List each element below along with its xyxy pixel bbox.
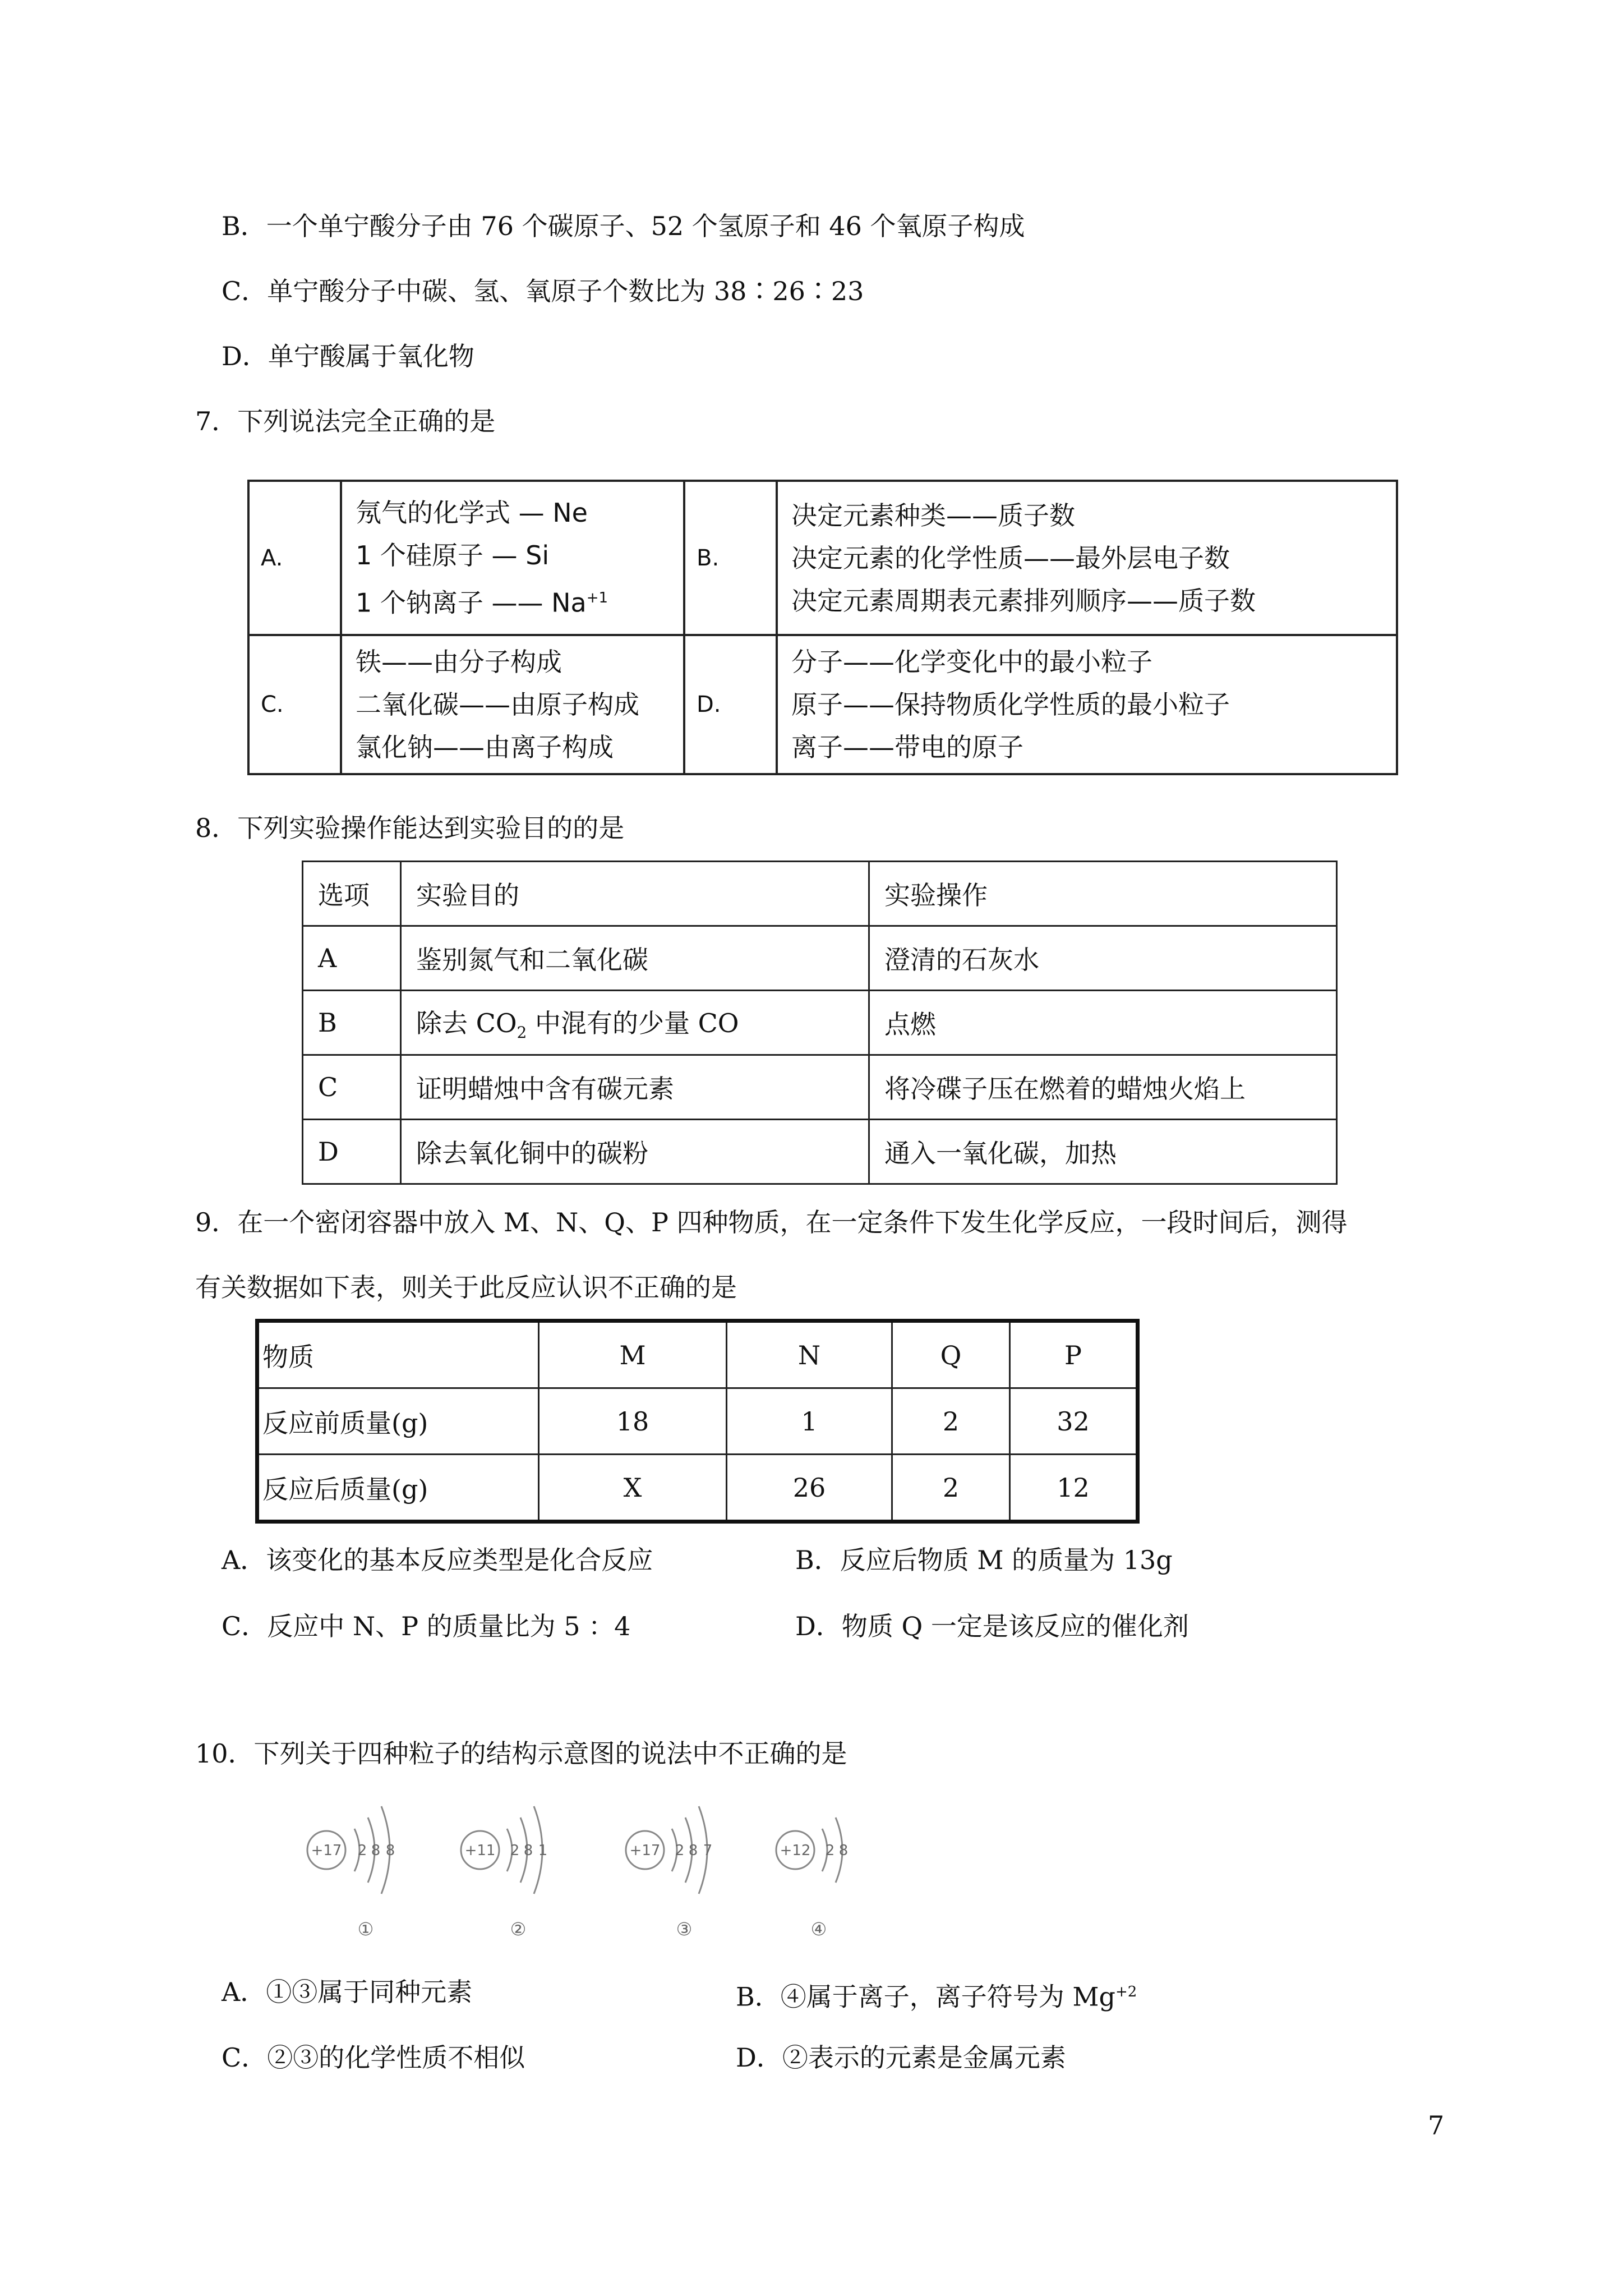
particle-3-label: ③ bbox=[676, 1918, 693, 1940]
particle-3-shell-1: 2 bbox=[675, 1842, 685, 1859]
q8-row-b-goal-post: 中混有的少量 CO bbox=[527, 1008, 739, 1039]
particle-1-shell-2: 8 bbox=[371, 1842, 381, 1859]
particle-4-label: ④ bbox=[810, 1918, 827, 1940]
q6-option-c: C．单宁酸分子中碳、氢、氧原子个数比为 38∶26∶23 bbox=[222, 276, 864, 306]
particle-2-shell-2: 8 bbox=[523, 1842, 533, 1859]
q7-a-line1: 氖气的化学式 — Ne bbox=[356, 498, 588, 528]
q7-label-b: B. bbox=[684, 481, 777, 635]
q7-b-line3: 决定元素周期表元素排列顺序——质子数 bbox=[791, 585, 1256, 616]
q8-row-c-operation: 将冷碟子压在燃着的蜡烛火焰上 bbox=[869, 1055, 1337, 1120]
q7-label-d: D. bbox=[684, 635, 777, 774]
q8-row-d-option: D bbox=[303, 1120, 401, 1184]
q9-row-after-q: 2 bbox=[892, 1455, 1010, 1522]
q10-option-b-text: B．④属于离子，离子符号为 Mg bbox=[736, 1981, 1115, 2012]
table-row bbox=[303, 991, 1337, 1055]
table-row bbox=[257, 1388, 1138, 1455]
atomic-structure-diagrams bbox=[292, 1801, 909, 1947]
q8-header-option: 选项 bbox=[303, 862, 401, 926]
q7-stem: 7．下列说法完全正确的是 bbox=[195, 406, 496, 436]
q8-table bbox=[302, 861, 1338, 1185]
q9-row-after-p: 12 bbox=[1010, 1455, 1138, 1522]
q8-row-b-operation: 点燃 bbox=[869, 991, 1337, 1055]
page-number: 7 bbox=[1428, 2110, 1445, 2141]
q7-label-c: C. bbox=[248, 635, 341, 774]
q6-option-d: D．单宁酸属于氧化物 bbox=[222, 341, 474, 371]
q9-table bbox=[255, 1319, 1140, 1524]
q8-row-d-goal: 除去氧化铜中的碳粉 bbox=[401, 1120, 869, 1184]
q7-cell-d bbox=[777, 635, 1397, 774]
particle-4-shell-2: 8 bbox=[838, 1842, 849, 1859]
q9-row-after-n: 26 bbox=[727, 1455, 892, 1522]
q9-header-m: M bbox=[539, 1321, 727, 1388]
q8-row-c-option: C bbox=[303, 1055, 401, 1120]
particle-2-shell-1: 2 bbox=[510, 1842, 520, 1859]
q7-c-line1: 铁——由分子构成 bbox=[356, 647, 562, 677]
q8-row-b-goal-pre: 除去 CO bbox=[416, 1008, 517, 1039]
q9-row-before-m: 18 bbox=[539, 1388, 727, 1455]
particle-3-shell-3: 7 bbox=[703, 1842, 713, 1859]
q8-stem: 8．下列实验操作能达到实验目的的是 bbox=[195, 813, 625, 843]
q9-header-q: Q bbox=[892, 1321, 1010, 1388]
q8-row-b-option: B bbox=[303, 991, 401, 1055]
table-row bbox=[303, 1120, 1337, 1184]
particle-4-shell-1: 2 bbox=[825, 1842, 835, 1859]
q9-row-before-q: 2 bbox=[892, 1388, 1010, 1455]
q9-header-substance: 物质 bbox=[257, 1321, 539, 1388]
q7-cell-b bbox=[777, 481, 1397, 635]
q10-option-d: D．②表示的元素是金属元素 bbox=[736, 2042, 1066, 2073]
q8-row-a-operation: 澄清的石灰水 bbox=[869, 926, 1337, 991]
q7-b-line2: 决定元素的化学性质——最外层电子数 bbox=[791, 542, 1230, 573]
q9-stem-line2: 有关数据如下表，则关于此反应认识不正确的是 bbox=[195, 1272, 737, 1303]
q9-row-after-label: 反应后质量(g) bbox=[257, 1455, 539, 1522]
q9-stem-line1: 9．在一个密闭容器中放入 M、N、Q、P 四种物质，在一定条件下发生化学反应，一段时间后，测得 bbox=[195, 1207, 1348, 1237]
q9-option-c: C．反应中 N、P 的质量比为 5 ：4 bbox=[222, 1611, 631, 1641]
q9-header-p: P bbox=[1010, 1321, 1138, 1388]
q6-option-b: B．一个单宁酸分子由 76 个碳原子、52 个氢原子和 46 个氧原子构成 bbox=[222, 211, 1025, 241]
particle-2-label: ② bbox=[510, 1918, 527, 1940]
q7-a-line3 bbox=[356, 577, 670, 624]
q7-d-line3: 离子——带电的原子 bbox=[791, 732, 1023, 762]
q9-row-before-p: 32 bbox=[1010, 1388, 1138, 1455]
q10-option-c: C．②③的化学性质不相似 bbox=[222, 2042, 525, 2073]
q8-row-b-goal bbox=[401, 991, 869, 1055]
q8-header-goal: 实验目的 bbox=[401, 862, 869, 926]
particle-1-nucleus: +17 bbox=[311, 1842, 342, 1859]
q10-option-b bbox=[736, 1975, 1137, 2014]
q7-table bbox=[247, 480, 1398, 775]
table-row bbox=[303, 926, 1337, 991]
q10-option-b-sup: +2 bbox=[1115, 1984, 1137, 2000]
q7-cell-a bbox=[341, 481, 684, 635]
q7-a-line2: 1 个硅原子 — Si bbox=[356, 540, 550, 571]
particle-3-nucleus: +17 bbox=[629, 1842, 661, 1859]
q7-a-line3-sup: +1 bbox=[586, 590, 608, 607]
q9-header-n: N bbox=[727, 1321, 892, 1388]
q8-row-b-goal-sub: 2 bbox=[517, 1023, 527, 1042]
q7-c-line2: 二氧化碳——由原子构成 bbox=[356, 689, 639, 720]
q8-row-c-goal: 证明蜡烛中含有碳元素 bbox=[401, 1055, 869, 1120]
q9-row-after-m: X bbox=[539, 1455, 727, 1522]
q7-a-line3-text: 1 个钠离子 —— Na bbox=[356, 587, 587, 618]
q7-b-line1: 决定元素种类——质子数 bbox=[791, 500, 1075, 531]
table-row bbox=[257, 1455, 1138, 1522]
particle-3-shell-2: 8 bbox=[688, 1842, 698, 1859]
q8-row-a-option: A bbox=[303, 926, 401, 991]
q9-option-b: B．反应后物质 M 的质量为 13g bbox=[795, 1545, 1173, 1575]
particle-1-shell-1: 2 bbox=[357, 1842, 367, 1859]
particle-1-label: ① bbox=[357, 1918, 374, 1940]
q9-option-a: A．该变化的基本反应类型是化合反应 bbox=[222, 1545, 653, 1575]
particle-2-nucleus: +11 bbox=[464, 1842, 496, 1859]
table-row bbox=[303, 1055, 1337, 1120]
q10-option-a: A．①③属于同种元素 bbox=[222, 1977, 473, 2007]
q7-d-line1: 分子——化学变化中的最小粒子 bbox=[791, 647, 1152, 677]
particle-4-nucleus: +12 bbox=[780, 1842, 811, 1859]
q9-row-before-n: 1 bbox=[727, 1388, 892, 1455]
particle-2-shell-3: 1 bbox=[538, 1842, 548, 1859]
q9-row-before-label: 反应前质量(g) bbox=[257, 1388, 539, 1455]
q7-d-line2: 原子——保持物质化学性质的最小粒子 bbox=[791, 689, 1230, 720]
q8-row-a-goal: 鉴别氮气和二氧化碳 bbox=[401, 926, 869, 991]
particle-1-shell-3: 8 bbox=[385, 1842, 395, 1859]
q7-c-line3: 氯化钠——由离子构成 bbox=[356, 732, 614, 762]
q7-cell-c bbox=[341, 635, 684, 774]
q10-stem: 10．下列关于四种粒子的结构示意图的说法中不正确的是 bbox=[195, 1738, 847, 1769]
q8-row-d-operation: 通入一氧化碳，加热 bbox=[869, 1120, 1337, 1184]
q8-header-operation: 实验操作 bbox=[869, 862, 1337, 926]
q7-label-a: A. bbox=[248, 481, 341, 635]
q9-option-d: D．物质 Q 一定是该反应的催化剂 bbox=[795, 1611, 1189, 1641]
